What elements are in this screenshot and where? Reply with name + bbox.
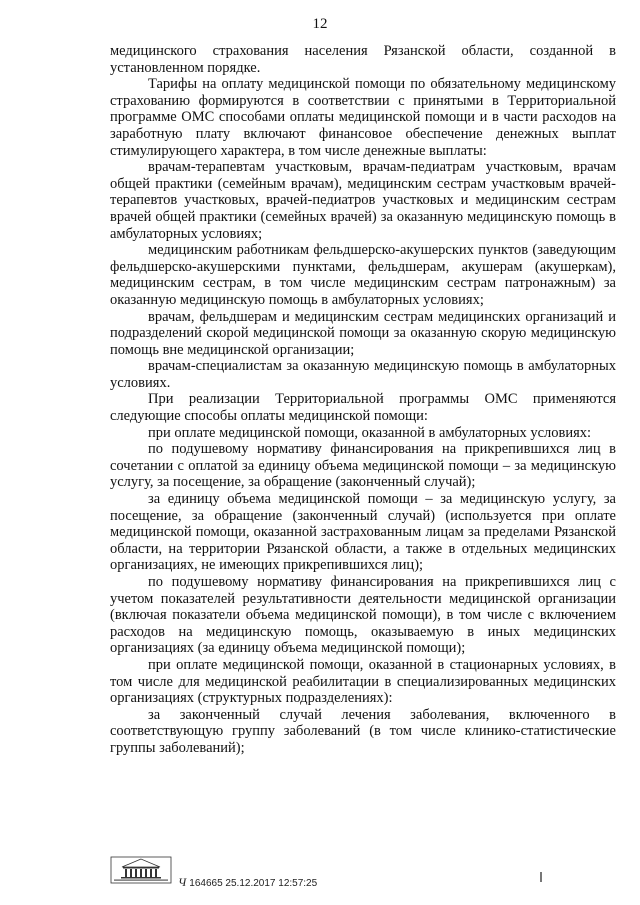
paragraph: медицинского страхования населения Рязанской области, созданной в установленном порядке. <box>110 43 616 76</box>
paragraph: по подушевому нормативу финансирования на прикрепившихся лиц с учетом показателей результативности деятельности медицинской организации (включая показатели объема медицинской помощи), в том числе с включением расходов на медицинскую помощь, оказываемую в иных медицинских организациях (за единицу объема медицинской помощи); <box>110 574 616 657</box>
document-body <box>110 43 616 757</box>
paragraph: врачам-терапевтам участковым, врачам-педиатрам участковым, врачам общей практики (семейным врачам), медицинским сестрам участковым врачей-терапевтов участковых, врачей-педиатров участковых и медицинским сестрам врачей общей практики (семейных врачей) за оказанную медицинскую помощь в амбулаторных условиях; <box>110 159 616 242</box>
registration-sign: Ч <box>178 875 187 889</box>
paragraph: медицинским работникам фельдшерско-акушерских пунктов (заведующим фельдшерско-акушерскими пунктами, фельдшерам, акушерам (акушеркам), медицинским сестрам, в том числе медицинским сестрам патронажным) за оказанную медицинскую помощь в амбулаторных условиях; <box>110 242 616 308</box>
registration-stamp <box>178 875 317 890</box>
paragraph: при оплате медицинской помощи, оказанной в амбулаторных условиях: <box>148 424 592 441</box>
paragraph: при оплате медицинской помощи, оказанной в стационарных условиях, в том числе для медицинской реабилитации в специализированных медицинских организациях (структурных подразделениях): <box>110 656 616 707</box>
registration-number-date: 164665 25.12.2017 12:57:25 <box>189 878 318 889</box>
paragraph: по подушевому нормативу финансирования на прикрепившихся лиц в сочетании с оплатой за единицу объема медицинской помощи – за медицинскую услугу, за посещение, за обращение (законченный случай); <box>110 441 616 491</box>
scan-mark <box>540 872 542 882</box>
paragraph: за единицу объема медицинской помощи – за медицинскую услугу, за посещение, за обращение (законченный случай) (используется при оплате медицинской помощи, оказанной застрахованным лицам за пределами Рязанской области, на территории Рязанской области, а также в отдельных медицинских организациях, не имеющих прикрепившихся лиц); <box>110 491 616 574</box>
document-footer <box>110 856 410 896</box>
page-number: 12 <box>312 16 328 32</box>
paragraph: за законченный случай лечения заболевания, включенного в соответствующую группу заболеваний (в том числе клинико-статистические группы заболеваний); <box>110 706 616 756</box>
paragraph: врачам, фельдшерам и медицинским сестрам медицинских организаций и подразделений скорой медицинской помощи за оказанную скорую медицинскую помощь вне медицинской организации; <box>110 308 616 358</box>
paragraph: При реализации Территориальной программы ОМС применяются следующие способы оплаты медицинской помощи: <box>110 391 616 425</box>
government-building-logo-icon <box>110 856 172 884</box>
paragraph: врачам-специалистам за оказанную медицинскую помощь в амбулаторных условиях. <box>110 358 616 391</box>
paragraph: Тарифы на оплату медицинской помощи по обязательному медицинскому страхованию формируются в соответствии с принятыми в Территориальной программе ОМС способами оплаты медицинской помощи и в части расходов на заработную плату включают финансовое обеспечение денежных выплат стимулирующего характера, в том числе денежные выплаты: <box>110 76 616 159</box>
